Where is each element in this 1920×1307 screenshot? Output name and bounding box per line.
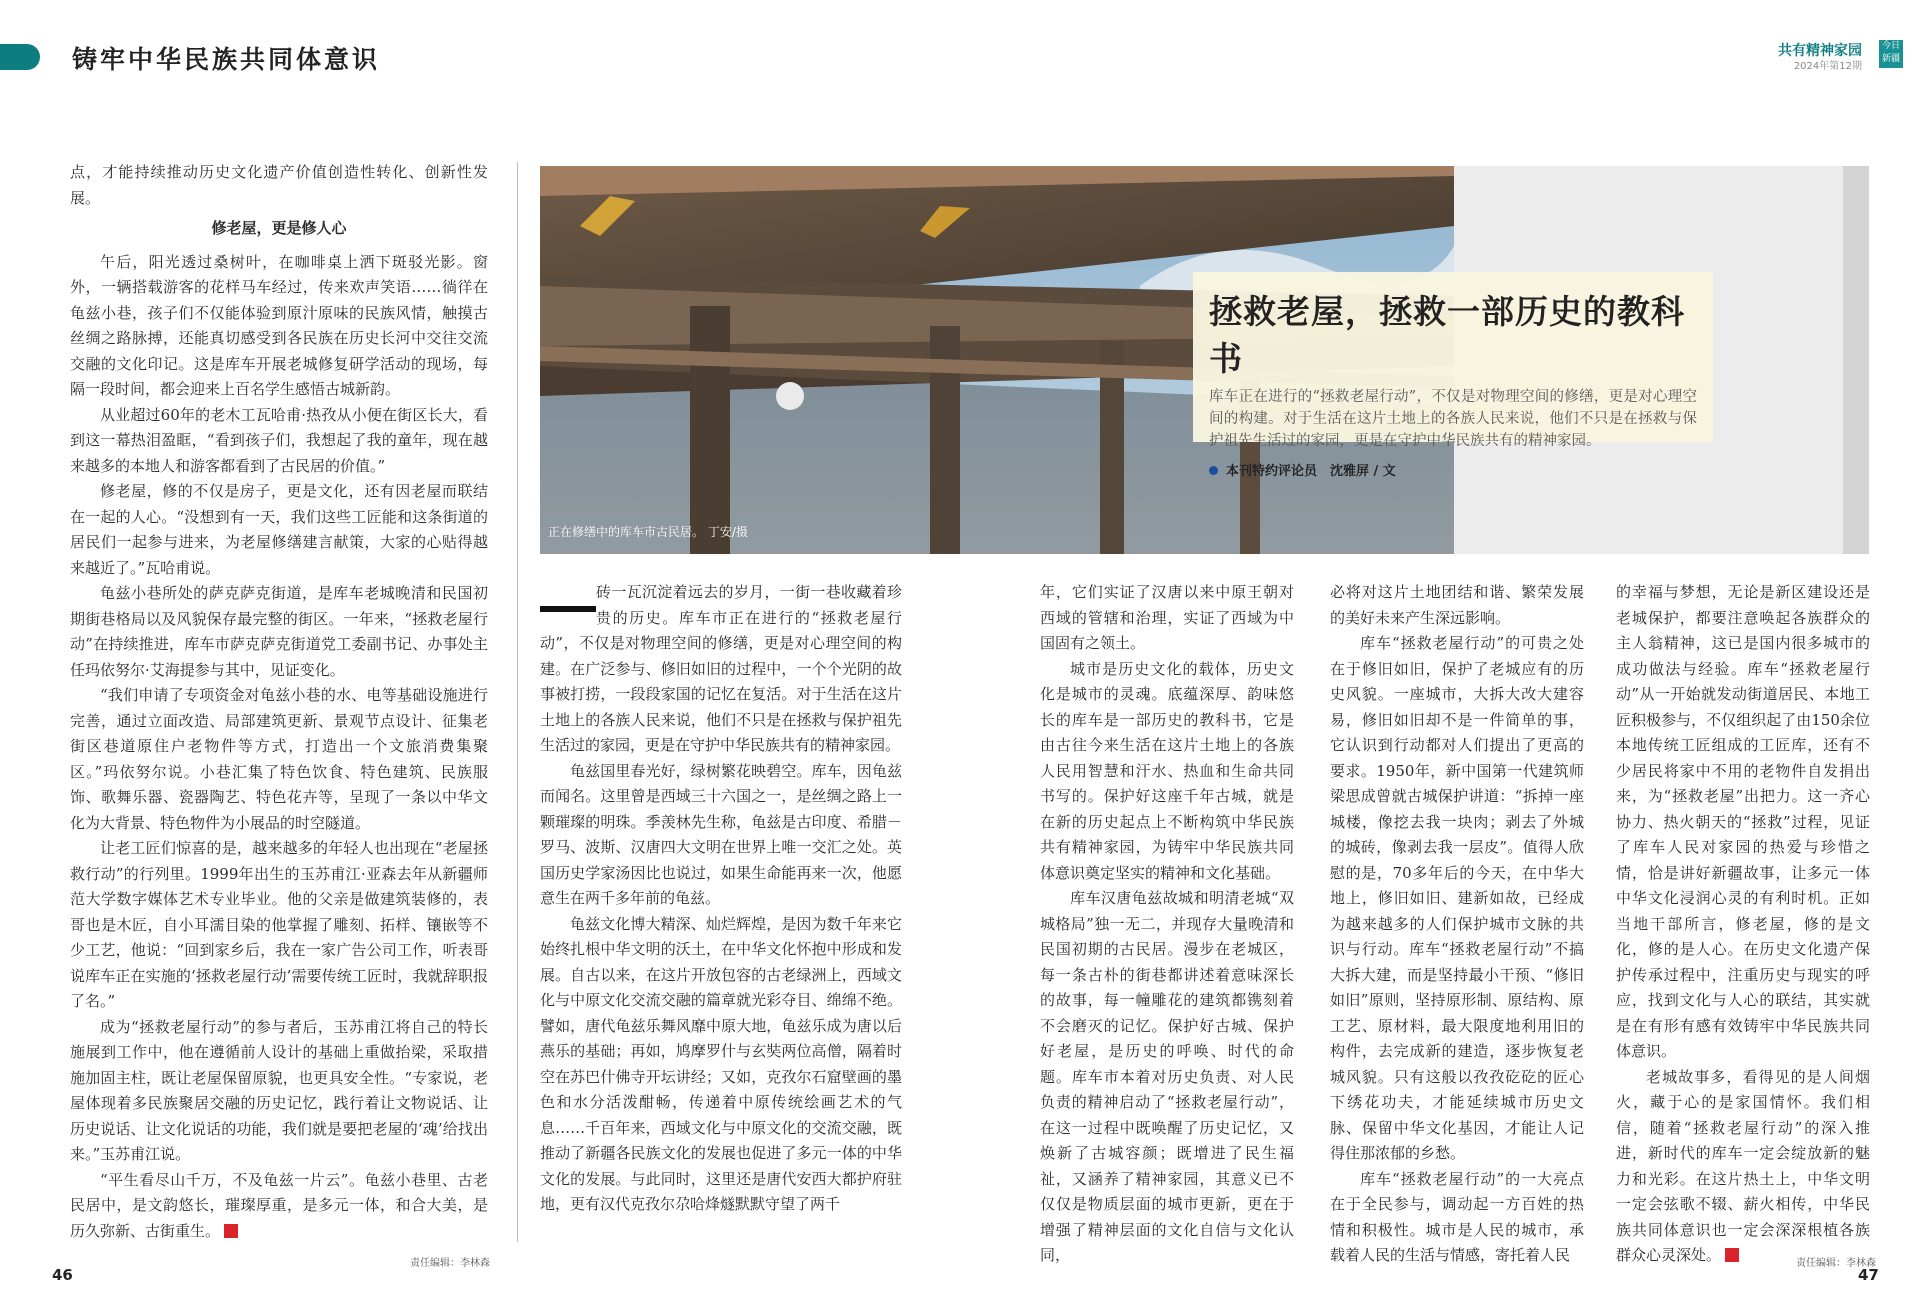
brand-tag: 今日新疆 [1879, 40, 1903, 68]
brand-name: 共有精神家园 [1778, 43, 1862, 59]
photo-caption: 正在修缮中的库车市古民居。 丁安/摄 [548, 525, 748, 539]
paragraph-text: 老城故事多，看得见的是人间烟火，藏于心的是家国情怀。我们相信，随着“拯救老屋行动”的深入推进，新时代的库车一定会绽放新的魅力和光彩。在这片热土上，中华文明一定会弦歌不辍、薪火相传，中华民族共同体意识也一定会深深根植各族群众心灵深处。 [1616, 1067, 1870, 1264]
byline [1209, 460, 1713, 479]
paragraph: 库车“拯救老屋行动”的一大亮点在于全民参与，调动起一方百姓的热情和积极性。城市是人民的城市，承载着人民的生活与情感，寄托着人民 [1330, 1169, 1584, 1264]
paragraph: 让老工匠们惊喜的是，越来越多的年轻人也出现在“老屋拯救行动”的行列里。1999年出生的玉苏甫江·亚森去年从新疆师范大学数字媒体艺术专业毕业。他的父亲是做建筑装修的，表哥也是木匠，自小耳濡目染的他掌握了雕刻、拓样、镶嵌等不少工艺，他说：“回到家乡后，我在一家广告公司工作，听表哥说库车正在实施的‘拯救老屋行动’需要传统工匠时，我就辞职报了名。” [70, 839, 488, 1010]
intro-paragraph: 点，才能持续推动历史文化遗产价值创造性转化、创新性发展。 [70, 163, 488, 207]
byline-text: 本刊特约评论员 沈雅屏 / 文 [1226, 464, 1396, 479]
paragraph: “我们申请了专项资金对龟兹小巷的水、电等基础设施进行完善，通过立面改造、局部建筑更新、景观节点设计、征集老街区巷道原住户老物件等方式，打造出一个文旅消费集聚区。”玛依努尔说。小巷汇集了特色饮食、特色建筑、民族服饰、歌舞乐器、瓷器陶艺、特色花卉等，呈现了一条以中华文化为大背景、特色物件为小展品的时空隧道。 [70, 686, 488, 832]
paragraph: 的幸福与梦想，无论是新区建设还是老城保护，都要注意唤起各族群众的主人翁精神，这已是国内很多城市的成功做法与经验。库车“拯救老屋行动”从一开始就发动街道居民、本地工匠积极参与，不仅组织起了由150余位本地传统工匠组成的工匠库，还有不少居民将家中不用的老物件自发捐出来，为“拯救老屋”出把力。这一齐心协力、热火朝天的“拯救”过程，见证了库车人民对家园的热爱与珍惜之情，恰是讲好新疆故事，让多元一体中华文化浸润心灵的有利时机。正如当地干部所言，修老屋，修的是文化，修的是人心。在历史文化遗产保护传承过程中，注重历史与现实的呼应，找到文化与人心的联结，其实就是在有形有感有效铸牢中华民族共同体意识。 [1616, 583, 1870, 1060]
issue-label: 2024年第12期 [1793, 61, 1862, 72]
paragraph: 必将对这片土地团结和谐、繁荣发展的美好未来产生深远影响。 [1330, 583, 1584, 627]
right-editor-credit: 责任编辑：李林森 [1796, 1258, 1876, 1269]
right-column-1 [540, 580, 902, 1218]
paragraph [1616, 1065, 1870, 1269]
paragraph: 库车“拯救老屋行动”的可贵之处在于修旧如旧，保护了老城应有的历史风貌。一座城市，大拆大改大建容易，修旧如旧却不是一件简单的事，它认识到行动都对人们提出了更高的要求。1950年，新中国第一代建筑师梁思成曾就古城保护讲道：“拆掉一座城楼，像挖去我一块肉；剥去了外城的城砖，像剥去我一层皮”。值得人欣慰的是，70多年后的今天，在中华大地上，修旧如旧、建新如故，已经成为越来越多的人们保护城市文脉的共识与行动。库车“拯救老屋行动”不搞大拆大建，而是坚持最小干预、“修旧如旧”原则，坚持原形制、原结构、原工艺、原材料，最大限度地利用旧的构件，去完成新的建造，逐步恢复老城风貌。只有这般以孜孜矻矻的匠心下绣花功夫，才能延续城市历史文脉、保留中华文化基因，才能让人记得住那浓郁的乡愁。 [1330, 634, 1584, 1162]
drop-dash-icon [540, 580, 596, 624]
paragraph: 库车汉唐龟兹故城和明清老城“双城格局”独一无二，并现存大量晚清和民国初期的古民居。漫步在老城区，每一条古朴的街巷都讲述着意味深长的故事，每一幢雕花的建筑都镌刻着不会磨灭的记忆。保护好古城、保护好老屋，是历史的呼唤、时代的命题。库车市本着对历史负责、对人民负责的精神启动了“拯救老屋行动”，在这一过程中既唤醒了历史记忆，又焕新了古城容颜；既增进了民生福祉，又涵养了精神家园，其意义已不仅仅是物质层面的城市更新，更在于增强了精神层面的文化自信与文化认同， [1040, 889, 1294, 1264]
paragraph: 城市是历史文化的载体，历史文化是城市的灵魂。底蕴深厚、韵味悠长的库车是一部历史的教科书，它是由古往今来生活在这片土地上的各族人民用智慧和汗水、热血和生命共同书写的。保护好这座千年古城，就是在新的历史起点上不断构筑中华民族共有精神家园，为铸牢中华民族共同体意识奠定坚实的精神和文化基础。 [1040, 659, 1294, 882]
left-editor-credit: 责任编辑：李林森 [410, 1258, 490, 1269]
end-mark-icon [224, 1224, 238, 1238]
end-mark-icon [1725, 1248, 1739, 1262]
right-column-2 [1040, 580, 1294, 1269]
section-title: 铸牢中华民族共同体意识 [72, 45, 381, 74]
right-page-number: 47 [1858, 1266, 1879, 1284]
right-column-3 [1330, 580, 1584, 1269]
paragraph: 从业超过60年的老木工瓦哈甫·热孜从小便在街区长大，看到这一幕热泪盈眶，“看到孩子们，我想起了我的童年，现在越来越多的本地人和游客都看到了古民居的价值。” [70, 405, 488, 475]
page-divider [517, 162, 518, 1242]
paragraph-text: “平生看尽山千万，不及龟兹一片云”。龟兹小巷里、古老民居中，是文韵悠长，璀璨厚重，是多元一体，和合大美，是历久弥新、古街重生。 [70, 1170, 488, 1240]
section-tab-marker [0, 44, 40, 70]
magazine-brand [1778, 44, 1862, 74]
article-dek: 库车正在进行的“拯救老屋行动”，不仅是对物理空间的修缮，更是对心理空间的构建。对于生活在这片土地上的各族人民来说，他们不只是在拯救与保护祖先生活过的家园，更是在守护中华民族共有的精神家园。 [1209, 389, 1697, 449]
subhead: 修老屋，更是修人心 [211, 219, 347, 237]
paragraph: 成为“拯救老屋行动”的参与者后，玉苏甫江将自己的特长施展到工作中，他在遵循前人设计的基础上重做抬梁，采取措施加固主柱，既让老屋保留原貌，也更具安全性。“专家说，老屋体现着多民族聚居交融的历史记忆，践行着让文物说话、让历史说话、让文化说话的功能，我们就是要把老屋的‘魂’给找出来。”玉苏甫江说。 [70, 1017, 488, 1163]
article-title-box [1193, 272, 1713, 479]
right-column-4 [1616, 580, 1870, 1269]
lead-paragraph [540, 580, 902, 759]
paragraph [70, 1168, 488, 1245]
paragraph: 修老屋，修的不仅是房子，更是文化，还有因老屋而联结在一起的人心。“没想到有一天，我们这些工匠能和这条街道的居民们一起参与进来，为老屋修缮建言献策，大家的心贴得越来越近了。”瓦哈甫说。 [70, 482, 488, 577]
paragraph-text: 砖一瓦沉淀着远去的岁月，一街一巷收藏着珍贵的历史。库车市正在进行的“拯救老屋行动”，不仅是对物理空间的修缮，更是对心理空间的构建。在广泛参与、修旧如旧的过程中，一个个光阴的故事被打捞，一段段家国的记忆在复活。对于生活在这片土地上的各族人民来说，他们不只是在拯救与保护祖先生活过的家园，更是在守护中华民族共有的精神家园。 [540, 583, 902, 754]
bullet-dot-icon [1209, 466, 1218, 475]
paragraph: 龟兹文化博大精深、灿烂辉煌，是因为数千年来它始终扎根中华文明的沃土，在中华文化怀抱中形成和发展。自古以来，在这片开放包容的古老绿洲上，西域文化与中原文化交流交融的篇章就光彩夺目、绵绵不绝。譬如，唐代龟兹乐舞风靡中原大地，龟兹乐成为唐以后燕乐的基础；再如，鸠摩罗什与玄奘两位高僧，隔着时空在苏巴什佛寺开坛讲经；又如，克孜尔石窟壁画的墨色和水分活泼酣畅，传递着中原传统绘画艺术的气息……千百年来，西域文化与中原文化的交流交融，既推动了新疆各民族文化的发展也促进了多元一体的中华文化的发展。与此同时，这里还是唐代安西大都护府驻地，更有汉代克孜尔尕哈烽燧默默守望了两千 [540, 914, 902, 1213]
paragraph: 午后，阳光透过桑树叶，在咖啡桌上洒下斑驳光影。窗外，一辆搭载游客的花样马车经过，传来欢声笑语……徜徉在龟兹小巷，孩子们不仅能体验到原汁原味的民族风情，触摸古丝绸之路脉搏，还能真切感受到各民族在历史长河中交往交流交融的文化印记。这是库车开展老城修复研学活动的现场，每隔一段时间，都会迎来上百名学生感悟古城新韵。 [70, 252, 488, 398]
paragraph: 龟兹国里春光好，绿树繁花映碧空。库车，因龟兹而闻名。这里曾是西域三十六国之一，是丝绸之路上一颗璀璨的明珠。季羡林先生称，龟兹是古印度、希腊－罗马、波斯、汉唐四大文明在世界上唯一交汇之处。英国历史学家汤因比也说过，如果生命能再来一次，他愿意生在两千多年前的龟兹。 [540, 761, 902, 907]
panel-strip [1843, 166, 1869, 554]
article-title: 拯救老屋，拯救一部历史的教科书 [1209, 292, 1685, 378]
paragraph: 年，它们实证了汉唐以来中原王朝对西域的管辖和治理，实证了西域为中国固有之领土。 [1040, 583, 1294, 652]
left-page-column [70, 160, 488, 1244]
paragraph: 龟兹小巷所处的萨克萨克街道，是库车老城晚清和民国初期街巷格局以及风貌保存最完整的街区。一年来，“拯救老屋行动”在持续推进，库车市萨克萨克街道党工委副书记、办事处主任玛依努尔·艾海提参与其中，见证变化。 [70, 584, 488, 679]
left-page-number: 46 [52, 1266, 73, 1284]
